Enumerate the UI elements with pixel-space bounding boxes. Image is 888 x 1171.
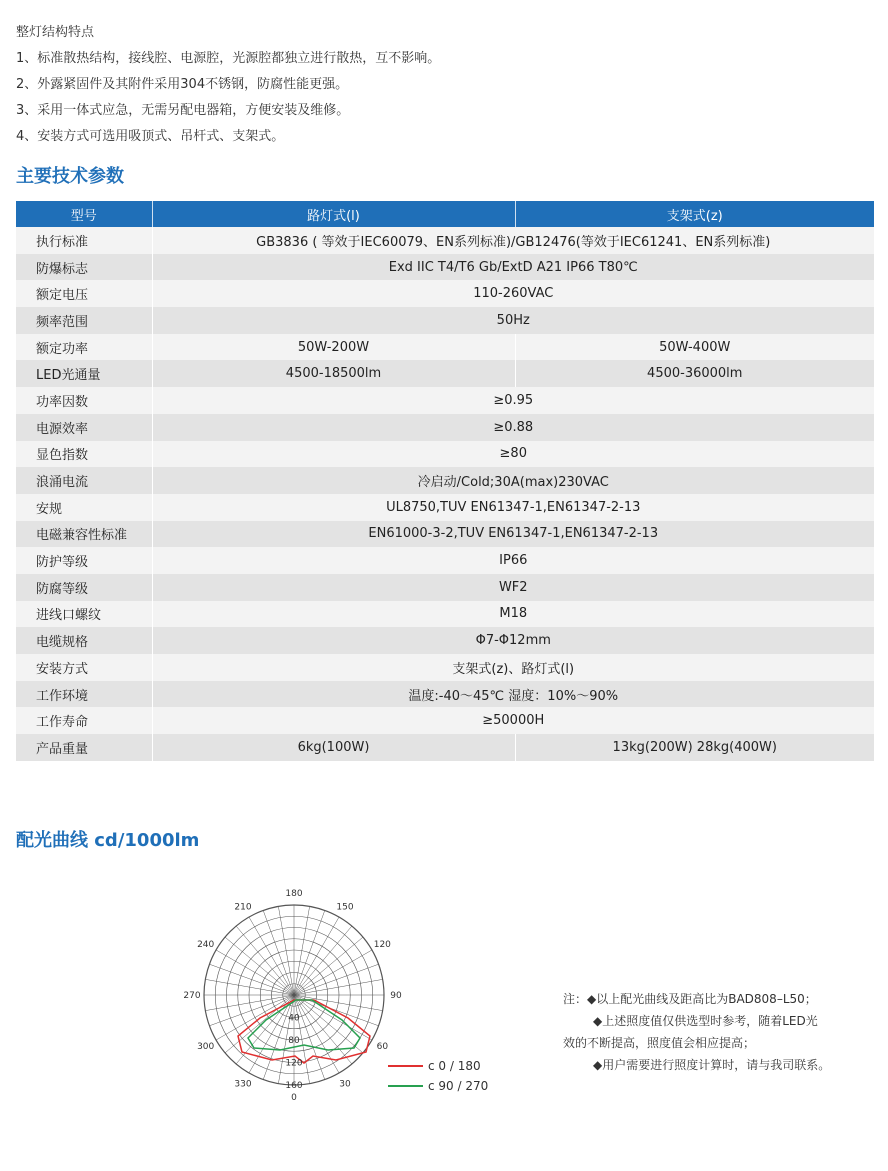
spec-label: 执行标准 [16,227,152,254]
spec-row [16,494,874,521]
spec-row [16,547,874,574]
angle-label: 150 [336,902,354,913]
note-line: 注：◆以上配光曲线及距高比为BAD808–L50； [563,992,817,1006]
angle-label: 0 [291,1093,297,1103]
spec-value: 冷启动/Cold;30A(max)230VAC [152,467,874,494]
spec-value: Φ7-Φ12mm [152,627,874,654]
note-line: 效的不断提高，照度值会相应提高； [563,1036,756,1050]
spec-label: 工作环境 [16,681,152,708]
spec-row [16,574,874,601]
angle-label: 120 [373,940,391,950]
spec-header-row [16,201,874,227]
spec-value: 支架式(z)、路灯式(l) [152,654,874,681]
spec-value-street: 50W-200W [152,334,515,361]
legend [388,1059,488,1093]
spec-table [16,201,874,761]
spec-label: 电源效率 [16,414,152,441]
feature-item: 4、安装方式可选用吸顶式、吊杆式、支架式。 [16,129,285,144]
spec-label: 额定电压 [16,280,152,307]
spec-value: UL8750,TUV EN61347-1,EN61347-2-13 [152,494,874,521]
header-model: 型号 [16,201,152,227]
spec-row [16,360,874,387]
feature-item: 1、标准散热结构，接线腔、电源腔，光源腔都独立进行散热，互不影响。 [16,51,441,66]
spec-label: 进线口螺纹 [16,601,152,628]
spec-value: 50Hz [152,307,874,334]
specs-title: 主要技术参数 [16,166,124,187]
spec-value: ≥0.95 [152,387,874,414]
angle-label: 210 [234,902,252,913]
spec-value: 温度:-40～45℃ 湿度：10%～90% [152,681,874,708]
spec-value: IP66 [152,547,874,574]
radial-label: 40 [288,1013,300,1024]
spec-row [16,387,874,414]
angle-label: 300 [197,1042,215,1052]
spec-row [16,654,874,681]
legend-label-c90: c 90 / 270 [428,1079,489,1093]
curve-c90-270 [248,1000,360,1050]
spec-label: 安装方式 [16,654,152,681]
spec-row [16,681,874,708]
spec-value-bracket: 50W-400W [515,334,874,361]
feature-title: 整灯结构特点 [16,25,95,40]
header-bracket-type: 支架式(z) [515,201,874,227]
angle-label: 330 [234,1079,252,1090]
spec-row [16,414,874,441]
spec-value: 110-260VAC [152,280,874,307]
angle-label: 240 [197,940,215,950]
notes [563,988,873,1076]
legend-label-c0: c 0 / 180 [428,1059,481,1073]
spec-row [16,227,874,254]
spec-value-bracket: 4500-36000lm [515,360,874,387]
spec-label: 显色指数 [16,441,152,468]
angle-label: 270 [183,991,201,1001]
spec-row [16,467,874,494]
spec-value: M18 [152,601,874,628]
spec-row [16,521,874,548]
feature-item: 3、采用一体式应急，无需另配电器箱，方便安装及维修。 [16,103,350,118]
header-street-type: 路灯式(l) [152,201,515,227]
spec-value-bracket: 13kg(200W) 28kg(400W) [515,734,874,761]
polar-light-distribution-chart [180,880,500,1110]
radial-label: 120 [285,1058,303,1069]
spec-label: 防腐等级 [16,574,152,601]
curve-c0-180 [238,1000,370,1063]
spec-row [16,441,874,468]
feature-item: 2、外露紧固件及其附件采用304不锈钢，防腐性能更强。 [16,77,349,92]
note-line: ◆上述照度值仅供选型时参考，随着LED光 [593,1014,818,1028]
spec-label: 安规 [16,494,152,521]
spec-row [16,280,874,307]
spec-row [16,334,874,361]
spec-label: LED光通量 [16,360,152,387]
spec-value-street: 4500-18500lm [152,360,515,387]
angle-label: 30 [339,1079,351,1090]
spec-row [16,707,874,734]
spec-label: 工作寿命 [16,707,152,734]
spec-value: ≥0.88 [152,414,874,441]
spec-label: 产品重量 [16,734,152,761]
spec-value: WF2 [152,574,874,601]
spec-label: 防护等级 [16,547,152,574]
spec-label: 浪涌电流 [16,467,152,494]
spec-value: ≥50000H [152,707,874,734]
spec-row [16,601,874,628]
curve-title: 配光曲线 cd/1000lm [16,830,200,851]
spec-value-street: 6kg(100W) [152,734,515,761]
radial-label: 160 [285,1081,303,1091]
spec-row [16,254,874,281]
angle-label: 60 [376,1042,389,1052]
spec-label: 额定功率 [16,334,152,361]
spec-label: 电缆规格 [16,627,152,654]
spec-value: Exd IIC T4/T6 Gb/ExtD A21 IP66 T80℃ [152,254,874,281]
spec-label: 电磁兼容性标准 [16,521,152,548]
note-line: ◆用户需要进行照度计算时，请与我司联系。 [593,1058,831,1072]
spec-row [16,307,874,334]
radial-label: 80 [288,1036,300,1046]
spec-label: 频率范围 [16,307,152,334]
spec-label: 防爆标志 [16,254,152,281]
angle-label: 180 [285,889,303,899]
feature-list [16,20,440,150]
spec-value: GB3836 ( 等效于IEC60079、EN系列标准)/GB12476(等效于IEC61241、EN系列标准) [152,227,874,254]
spec-row [16,734,874,761]
spec-value: EN61000-3-2,TUV EN61347-1,EN61347-2-13 [152,521,874,548]
spec-row [16,627,874,654]
angle-label: 90 [390,991,402,1001]
spec-value: ≥80 [152,441,874,468]
spec-label: 功率因数 [16,387,152,414]
